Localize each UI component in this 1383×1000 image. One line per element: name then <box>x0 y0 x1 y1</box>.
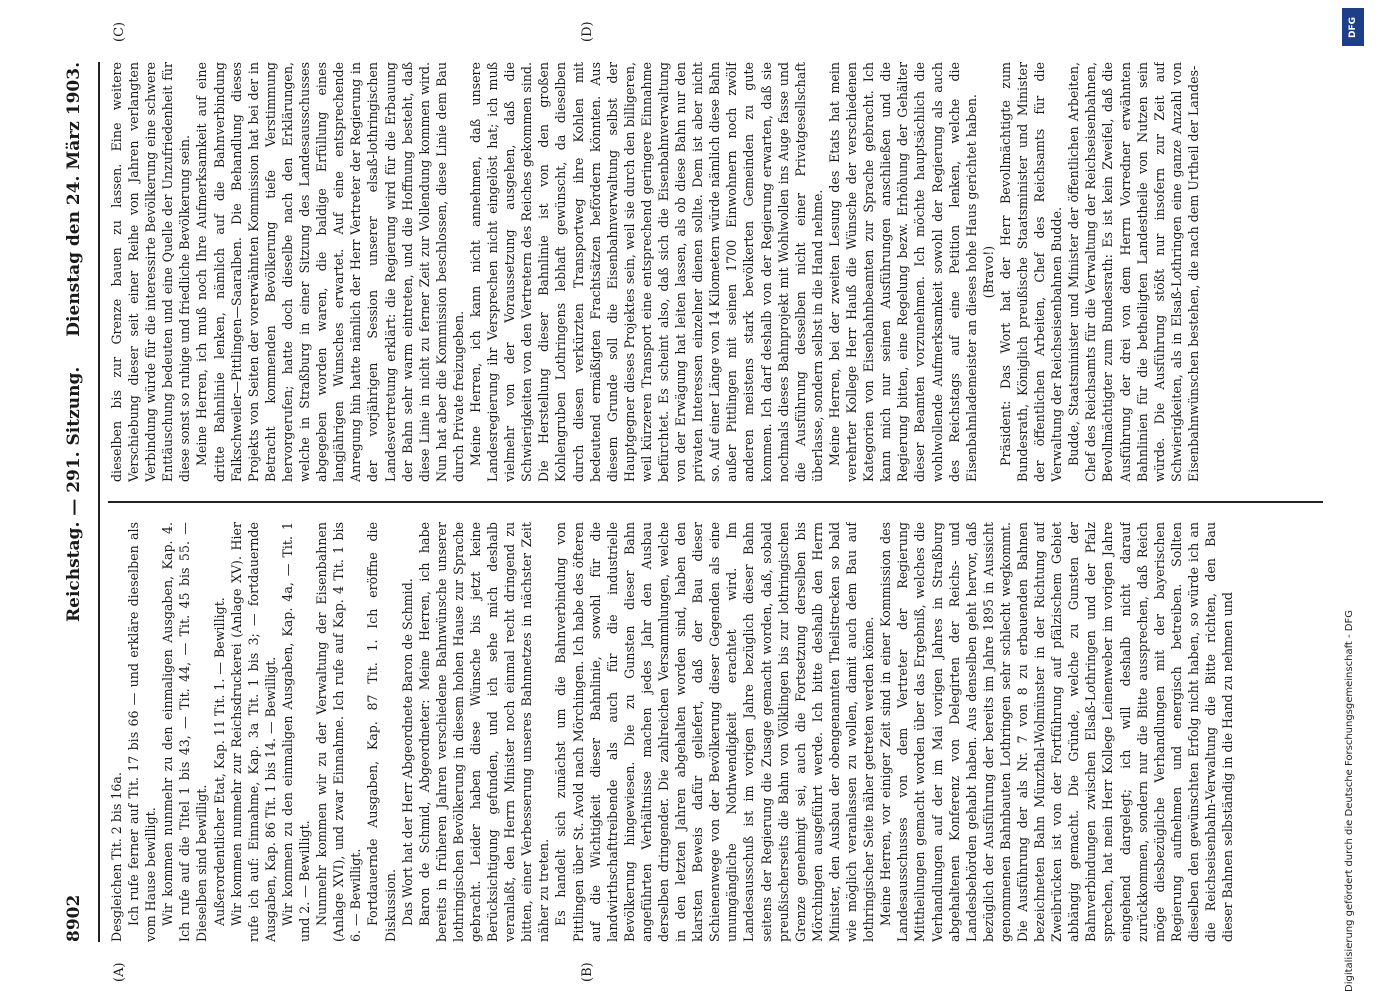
digitization-sidebar <box>1334 0 1383 1000</box>
paragraph: Außerordentlicher Etat, Kap. 11 Tit. 1. — Bewilligt. <box>211 597 227 926</box>
paragraph: Meine Herren, ich muß noch Ihre Aufmerksamkeit auf eine dritte Bahnlinie lenken, nämlich auf die Bahnverbindung Falkschweiler—Pittlingen—Saaralben. Die Behandlung dieses Projekts von Seiten der vorerwähnten Kommission hat bei der in Betracht kommenden Bevölkerung tiefe Verstimmung hervorgerufen; hatte doch dieselbe nach den Erklärungen, welche in Straßburg in einer Sitzung des Landesausschusses abgegeben worden waren, die baldige Erfüllung eines langjährigen Wunsches erwartet. Auf eine entsprechende Anregung hin hatte nämlich der Herr Vertreter der Regierung in der vorjährigen Session unserer elsaß-lothringischen Landesvertretung erklärt: die Regierung wird für die Erbauung der Bahn sehr warm eintreten, und die Hoffnung besteht, daß diese Linie in nicht zu ferner Zeit zur Vollendung kommen wird. Nun hat aber die Kommission beschlossen, diese Linie dem Bau durch Private freizugeben. <box>194 62 466 482</box>
paragraph: dieselben bis zur Grenze bauen zu lassen. Eine weitere Verschiebung dieser seit einer Reihe von Jahren verlangten Verbindung würde für die interessirte Bevölkerung eine schwere Enttäuschung bedeuten und eine Quelle der Unzufriedenheit für diese sonst so ruhige und friedliche Bevölkerung sein. <box>109 62 193 482</box>
paragraph: Es handelt sich zunächst um die Bahnverbindung von Pittlingen über St. Avold nach Mörchingen. Ich habe des öfteren auf die Wichtigkeit dieser Bahnlinie, sowohl für die landwirthschafttreibende als auch für die industrielle Bevölkerung hingewiesen. Die zu Gunsten dieser Bahn angeführten Verhältnisse machen jedes Jahr den Ausbau derselben dringender. Die zahlreichen Versammlungen, welche in den letzten Jahren abgehalten worden sind, haben den klarsten Beweis dafür geliefert, daß der Bau dieser Schienenwege von der Bevölkerung dieser Gegenden als eine unumgängliche Nothwendigkeit erachtet wird. Im Landesausschuß ist im vorigen Jahre bezüglich dieser Bahn seitens der Regierung die Zusage gemacht worden, daß, sobald preußischerseits die Bahn von Völklingen bis zur lothringischen Grenze genehmigt sei, auch die Fortsetzung derselben bis Mörchingen ausgeführt werde. Ich bitte deshalb den Herrn Minister, den Ausbau der obengenannten Theilstrecken so bald wie möglich veranlassen zu wollen, damit auch dem Bau auf lothringischer Seite näher getreten werden könne. <box>553 522 877 942</box>
paragraph: Desgleichen Tit. 2 bis 16a. <box>109 772 124 942</box>
interjection: (Bravo!) <box>980 245 996 299</box>
column-divider <box>108 501 1323 503</box>
paragraph: Wir kommen zu den einmaligen Ausgaben, Kap. 4a, — Tit. 1 und 2. — Bewilligt. <box>279 522 313 942</box>
header-title: Reichstag. — 291. Sitzung. <box>64 366 84 622</box>
right-column <box>108 62 1328 482</box>
paragraph: Baron de Schmid, Abgeordneter: Meine Herren, ich habe bereits in früheren Jahren verschiedene Bahnwünsche unserer lothringischen Bevölkerung in diesem hohen Hause zur Sprache gebracht. Leider haben diese Wünsche bis jetzt keine Berücksichtigung gefunden, und ich sehe mich deshalb veranlaßt, den Herrn Minister noch einmal recht dringend zu bitten, einer Verbesserung unseres Bahnnetzes in nächster Zeit näher zu treten. <box>416 522 552 942</box>
paragraph: Das Wort hat der Herr Abgeordnete Baron de Schmid. <box>399 578 415 926</box>
paragraph: Meine Herren, vor einiger Zeit sind in einer Kommission des Landesausschusses von dem Vertreter der Regierung Mittheilungen gemacht worden über das Ergebniß, welches die Verhandlungen auf der im Mai vorigen Jahres in Straßburg abgehaltenen Konferenz von Delegirten der Reichs- und Landesbehörden gehabt haben. Aus denselben geht hervor, daß bezüglich der Ausführung der bereits im Jahre 1895 in Aussicht genommenen Bahnbauten Lothringen sehr schlecht wegkommt. Die Ausführung der als Nr. 7 von 8 zu erbauenden Bahnen bezeichneten Bahn Münzthal-Wolmünster in der Richtung auf Zweibrücken ist von der Fortführung auf pfälzischem Gebiet abhängig gemacht. Die Gründe, welche zu Gunsten der Bahnverbindungen zwischen Elsaß-Lothringen und der Pfalz sprechen, hat mein Herr Kollege Leinenweber im vorigen Jahre eingehend dargelegt; ich will deshalb nicht darauf zurückkommen, sondern nur die Bitte aussprechen, daß Reich möge diesbezügliche Verhandlungen mit der bayerischen Regierung aufnehmen und energisch betreiben. Sollten dieselben den gewünschten Erfolg nicht haben, so würde ich an die Reichseisenbahn-Verwaltung die Bitte richten, den Bau dieser Bahnen selbständig in die Hand zu nehmen und <box>878 522 1236 942</box>
page-number: 8902 <box>64 894 84 942</box>
dfg-logo-icon: DFG <box>1342 8 1364 46</box>
digitization-credit: Digitalisierung gefördert durch die Deutsche Forschungsgemeinschaft - DFG <box>1344 609 1355 992</box>
header-rule <box>98 62 100 942</box>
paragraph: Wir kommen nunmehr zur Reichsdruckerei (Anlage XV). Hier rufe ich auf: Einnahme, Kap. 3a Tit. 1 bis 3; — fortdauernde Ausgaben, Kap. 86 Tit. 1 bis 14. — Bewilligt. <box>228 522 278 942</box>
margin-marker-d: (D) <box>580 21 595 42</box>
paragraph: Meine Herren, ich kann nicht annehmen, daß unsere Landesregierung ihr Versprechen nicht eingelöst hat; ich muß vielmehr von der Voraussetzung ausgehen, daß die Schwierigkeiten von den Vertretern des Reiches gekommen sind. Die Herstellung dieser Bahnlinie ist von den großen Kohlengruben Lothringens lebhaft gewünscht, da dieselben durch diesen verkürzten Transportweg ihre Kohlen mit bedeutend ermäßigten Frachtsätzen befördern könnten. Aus diesem Grunde soll die Eisenbahnverwaltung selbst der Hauptgegner dieses Projektes sein, weil sie durch den billigeren, weil kürzeren Transport eine entsprechend geringere Einnahme befürchtet. Es scheint also, daß sich die Eisenbahnverwaltung von der Erwägung hat leiten lassen, als ob diese Bahn nur den privaten Interessen einzelner dienen sollte. Dem ist aber nicht so. Auf einer Länge von 14 Kilometern würde nämlich diese Bahn außer Pittlingen mit seinen 1700 Einwohnern noch zwölf anderen meistens stark bevölkerten Gemeinden zu gute kommen. Ich darf deshalb von der Regierung erwarten, daß sie nochmals dieses Bahnprojekt mit Wohlwollen ins Auge fasse und die Ausführung desselben nicht einer Privatgesellschaft überlasse, sondern selbst in die Hand nehme. <box>467 62 825 482</box>
paragraph: Budde, Staatsminister und Minister der öffentlichen Arbeiten, Chef des Reichsamts für die Verwaltung der Reichseisenbahnen, Bevollmächtigter zum Bundesrath: Es ist kein Zweifel, daß die Ausführung der drei von dem Herrn Vorredner erwähnten Bahnlinien für die betheiligten Landestheile von Nutzen sein würde. Die Ausführung stößt nur insofern zur Zeit auf Schwierigkeiten, als in Elsaß-Lothringen eine ganze Anzahl von Eisenbahnwünschen bestehen, die nach dem Urtheil der Landes- <box>1066 62 1201 482</box>
page-header <box>60 62 90 942</box>
paragraph: Nunmehr kommen wir zu der Verwaltung der Eisenbahnen (Anlage XVI), und zwar Einnahme. Ich rufe auf Kap. 4 Tit. 1 bis 6. — Bewilligt. <box>314 522 364 942</box>
paragraph: Wir kommen nunmehr zu den einmaligen Ausgaben, Kap. 4. Ich rufe auf die Titel 1 bis 43, — Tit. 44, — Tit. 45 bis 55. — Dieselben sind bewilligt. <box>160 522 210 942</box>
margin-marker-a: (A) <box>112 962 127 982</box>
paragraph: Präsident: Das Wort hat der Herr Bevollmächtigte zum Bundesrath, Königlich preußische Staatsminister und Minister der öffentlichen Arbeiten, Chef des Reichsamts für die Verwaltung der Reichseisenbahnen Budde. <box>997 62 1065 482</box>
paragraph: Meine Herren, bei der zweiten Lesung des Etats hat mein verehrter Kollege Herr Hauß die Wünsche der verschiedenen Kategorien von Eisenbahnbeamten zur Sprache gebracht. Ich kann mich nur seinen Ausführungen anschließen und die Regierung bitten, eine Regelung bezw. Erhöhung der Gehälter dieser Beamten vorzunehmen. Ich möchte hauptsächlich die wohlwollende Aufmerksamkeit sowohl der Regierung als auch des Reichstags auf eine Petition lenken, welche die Eisenbahnlademeister an dieses hohe Haus gerichtet haben. <box>826 62 979 482</box>
margin-marker-b: (B) <box>580 962 595 982</box>
margin-marker-c: (C) <box>112 21 127 42</box>
paragraph: Fortdauernde Ausgaben, Kap. 87 Tit. 1. Ich eröffne die Diskussion. <box>365 522 398 942</box>
header-date: Dienstag den 24. März 1903. <box>64 62 84 337</box>
paragraph: Ich rufe ferner auf Tit. 17 bis 66 — und erkläre dieselben als vom Hause bewilligt. <box>126 522 159 942</box>
left-column <box>108 522 1328 942</box>
